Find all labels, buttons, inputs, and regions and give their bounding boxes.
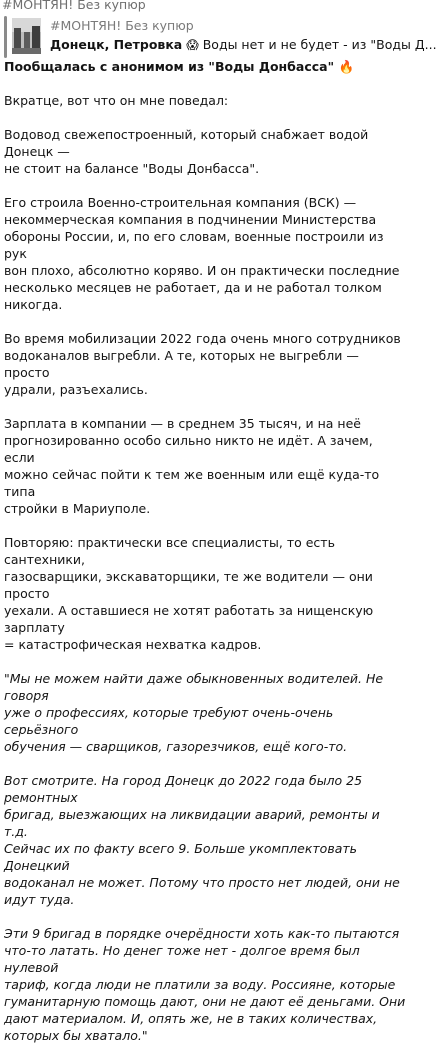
- quote-preview: [50, 37, 437, 52]
- quoted-paragraph: "Мы не можем найти даже обыкновенных водителей. Не говоря уже о профессиях, которые требуют очень-очень серьёзного обучения — сварщиков, газорезчиков, ещё кого-то.: [4, 671, 384, 754]
- screaming-face-emoji-icon: 😱: [186, 38, 199, 52]
- post-body: [4, 58, 406, 1044]
- quoted-paragraph: Вот смотрите. На город Донецк до 2022 года было 25 ремонтных бригад, выезжающих на ликвидации аварий, ремонты и т.д. Сейчас их по факту всего 9. Больше укомплектовать Донецкий водоканал не может. Потому что просто нет людей, они не идут туда.: [4, 773, 400, 907]
- quote-title: Донецк, Петровка: [50, 37, 183, 52]
- quote-text: Воды нет и не будет - из "Воды Д...: [202, 37, 437, 52]
- paragraph: Зарплата в компании — в среднем 35 тысяч, и на неё прогнозированно особо сильно никто не идёт. А зачем, если можно сейчас пойти к тем же военным или ещё куда-то типа стройки в Мариуполе.: [4, 416, 380, 516]
- paragraph: Водовод свежепостроенный, который снабжает водой Донецк — не стоит на балансе "Воды Донбасса".: [4, 127, 369, 176]
- paragraph: Его строила Военно-строительная компания (ВСК) — некоммерческая компания в подчинении Министерства обороны России, и, по его словам, военные построили из рук вон плохо, абсолютно коряво. И он практически последние несколько месяцев не работает, да и не работал толком никогда.: [4, 195, 400, 312]
- paragraph: Вкратце, вот что он мне поведал:: [4, 93, 229, 108]
- post-title: Пообщалась с анонимом из "Воды Донбасса" 🔥: [4, 59, 355, 74]
- quoted-paragraph: Эти 9 бригад в порядке очерёдности хоть как-то пытаются что-то латать. Но денег тоже нет - долгое время был нулевой тариф, когда люди не платили за воду. Россияне, которые гуманитарную помощь дают, они не дают её деньгами. Они дают материалом. И, опять же, не в таких количествах, которых бы хватало.": [4, 926, 406, 1043]
- quote-bar: [4, 16, 7, 58]
- paragraph: Во время мобилизации 2022 года очень много сотрудников водоканалов выгребли. А те, которых не выгребли — просто удрали, разъехались.: [4, 331, 401, 397]
- channel-name[interactable]: #МОНТЯН! Без купюр: [2, 0, 146, 12]
- reply-quote[interactable]: [4, 16, 437, 58]
- quote-source-name: #МОНТЯН! Без купюр: [50, 18, 194, 33]
- paragraph: Повторяю: практически все специалисты, то есть сантехники, газосварщики, экскаваторщики, те же водители — они просто уехали. А оставшиеся не хотят работать за нищенскую зарплату = катастрофическая нехватка кадров.: [4, 535, 374, 652]
- quote-thumbnail: [12, 18, 41, 54]
